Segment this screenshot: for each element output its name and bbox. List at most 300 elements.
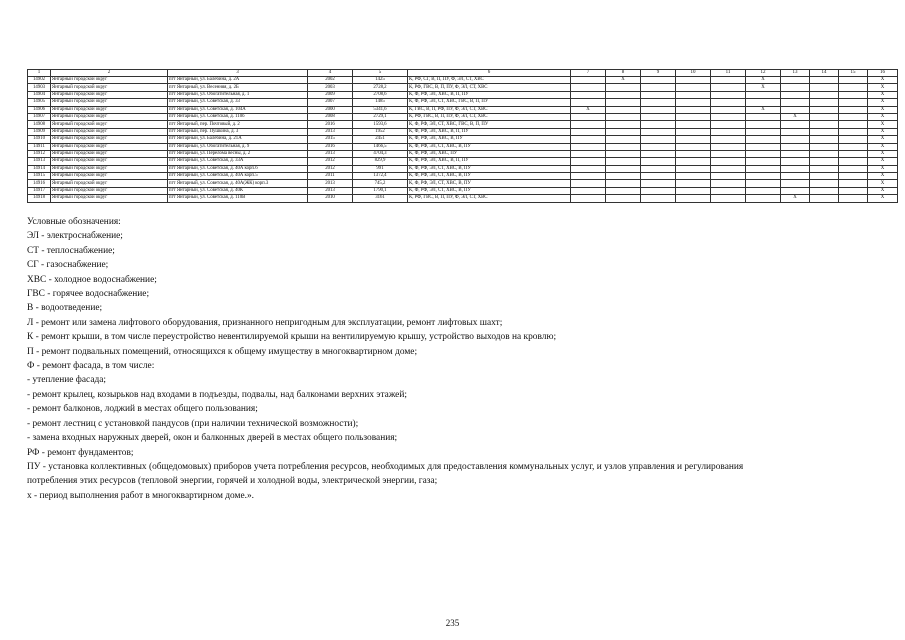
table-cell: К, Ф, РФ, ЭЛ, ХВС, В, ПУ xyxy=(408,136,571,143)
table-cell xyxy=(746,128,781,135)
table-cell: X xyxy=(868,180,898,187)
table-cell xyxy=(810,77,839,84)
table-cell: X xyxy=(868,150,898,157)
table-cell: К, Ф, РФ, ЭЛ, СТ, ХВС, В, ПУ xyxy=(408,180,571,187)
table-cell xyxy=(711,136,746,143)
table-cell xyxy=(711,128,746,135)
table-cell: К, Ф, РФ, ЭЛ, СТ, ХВС, В, ПУ xyxy=(408,187,571,194)
table-cell xyxy=(839,150,868,157)
table-cell xyxy=(606,113,641,120)
column-number-3: 3 xyxy=(168,70,308,77)
table-cell xyxy=(781,77,810,84)
table-cell xyxy=(781,128,810,135)
table-cell: X xyxy=(868,128,898,135)
table-cell xyxy=(746,121,781,128)
table-cell xyxy=(676,150,711,157)
legend-line: П - ремонт подвальных помещений, относящихся к общему имуществу в многоквартирном доме; xyxy=(27,346,418,357)
table-cell: пгт Янтарный, ул. Советская, д. 110б xyxy=(168,113,308,120)
table-cell xyxy=(676,180,711,187)
table-cell xyxy=(571,113,606,120)
table-cell xyxy=(839,121,868,128)
table-cell xyxy=(676,106,711,113)
table-cell: К, РФ, ГВС, В, П, ПУ, Ф, ЭЛ, СТ, ХВС xyxy=(408,195,571,202)
column-number-2: 2 xyxy=(51,70,168,77)
table-cell xyxy=(839,77,868,84)
table-cell xyxy=(606,143,641,150)
table-cell xyxy=(711,187,746,194)
table-cell: Янтарный городской округ xyxy=(51,143,168,150)
table-cell xyxy=(711,173,746,180)
table-cell: К, РФ, СГ, В, П, ПУ, Ф, ЭЛ, СТ, ХВС xyxy=(408,77,571,84)
table-cell: К, ГВС, В, П, РФ, ПУ, Ф, ЭЛ, СТ, ХВС xyxy=(408,106,571,113)
table-header-row xyxy=(28,70,898,77)
table-cell xyxy=(676,165,711,172)
table-row xyxy=(28,136,898,143)
table-cell: пгт Янтарный, ул. Советская, д. 40А корп.6 xyxy=(168,165,308,172)
table-cell xyxy=(810,121,839,128)
legend-line: - утепление фасада; xyxy=(27,375,107,386)
table-cell xyxy=(641,128,676,135)
table-cell xyxy=(641,187,676,194)
table-cell xyxy=(839,173,868,180)
legend xyxy=(27,215,887,503)
table-cell xyxy=(606,150,641,157)
table-cell xyxy=(676,187,711,194)
table-cell: X xyxy=(868,158,898,165)
table-cell: 2000 xyxy=(308,106,353,113)
table-cell xyxy=(810,84,839,91)
table-cell: пгт Янтарный, пер. Почтовый, д. 2 xyxy=(168,121,308,128)
table-cell xyxy=(781,173,810,180)
table-cell xyxy=(810,173,839,180)
table-cell xyxy=(641,77,676,84)
legend-line: потребления этих ресурсов (тепловой энергии, горячей и холодной воды, электрической энергии, газа; xyxy=(27,476,438,487)
table-cell: 14915 xyxy=(28,173,51,180)
table-cell: X xyxy=(868,187,898,194)
table-cell xyxy=(676,143,711,150)
table-cell xyxy=(810,150,839,157)
table-cell: 2013 xyxy=(308,128,353,135)
legend-line: ГВС - горячее водоснабжение; xyxy=(27,289,150,300)
table-cell: X xyxy=(571,106,606,113)
table-cell: К, Ф, РФ, ЭЛ, ХВС, В, П, ПУ xyxy=(408,128,571,135)
table-cell: 2708,6 xyxy=(353,91,408,98)
table-cell: 1952 xyxy=(353,128,408,135)
table-cell xyxy=(746,136,781,143)
table-cell xyxy=(641,91,676,98)
table-cell: К, Ф, РФ, ЭЛ, СТ, ХВС, В, ПУ xyxy=(408,173,571,180)
table-cell: 4704,3 xyxy=(353,150,408,157)
table-cell xyxy=(571,150,606,157)
table-cell xyxy=(711,113,746,120)
table-cell: К, Ф, РФ, ЭЛ, ХВС, ПУ xyxy=(408,150,571,157)
table-cell xyxy=(781,187,810,194)
table-cell: пгт Янтарный, ул. Советская, д. 40А корп.5 xyxy=(168,173,308,180)
table-cell xyxy=(676,195,711,202)
table-cell: 14918 xyxy=(28,195,51,202)
table-cell: 14917 xyxy=(28,187,51,194)
table-cell: 1485 xyxy=(353,99,408,106)
column-number-12: 12 xyxy=(746,70,781,77)
table-cell: Янтарный городской округ xyxy=(51,187,168,194)
table-cell: К, РФ, ГВС, В, П, ПУ, Ф, ЭЛ, СТ, ХВС xyxy=(408,84,571,91)
table-cell xyxy=(606,195,641,202)
table-cell: пгт Янтарный, ул. Советская, д. 40А(ЖК) корп.3 xyxy=(168,180,308,187)
table-cell xyxy=(781,158,810,165)
page-number: 235 xyxy=(445,618,460,628)
table-cell: 14911 xyxy=(28,143,51,150)
table-cell xyxy=(571,173,606,180)
table-cell xyxy=(781,121,810,128)
table-cell: 2011 xyxy=(308,173,353,180)
column-number-5: 5 xyxy=(353,70,408,77)
table-cell xyxy=(641,150,676,157)
table-cell: К, Ф, РФ, ЭЛ, СТ, ХВС, В, ПУ xyxy=(408,143,571,150)
table-cell xyxy=(810,180,839,187)
table-cell xyxy=(641,113,676,120)
table-cell: 14902 xyxy=(28,77,51,84)
table-cell: X xyxy=(868,195,898,202)
table-cell xyxy=(676,99,711,106)
table-row xyxy=(28,106,898,113)
table-cell xyxy=(571,165,606,172)
table-cell xyxy=(746,91,781,98)
table-cell: X xyxy=(868,165,898,172)
table-cell xyxy=(676,173,711,180)
table-cell xyxy=(746,187,781,194)
table-cell xyxy=(839,158,868,165)
table-cell: 2016 xyxy=(308,143,353,150)
table-cell: Янтарный городской округ xyxy=(51,180,168,187)
table-cell xyxy=(839,180,868,187)
table-cell xyxy=(641,173,676,180)
column-number-1: 1 xyxy=(28,70,51,77)
table-cell: 2729,1 xyxy=(353,113,408,120)
table-cell xyxy=(571,84,606,91)
table-cell xyxy=(676,77,711,84)
legend-line: Ф - ремонт фасада, в том числе: xyxy=(27,361,155,372)
table-cell xyxy=(606,84,641,91)
table-cell: Янтарный городской округ xyxy=(51,113,168,120)
table-cell: Янтарный городской округ xyxy=(51,150,168,157)
table-cell xyxy=(641,136,676,143)
table-cell xyxy=(781,150,810,157)
table-cell xyxy=(810,165,839,172)
table-cell: Янтарный городской округ xyxy=(51,121,168,128)
column-number-4: 4 xyxy=(308,70,353,77)
table-cell xyxy=(571,99,606,106)
table-cell: пгт Янтарный, ул. Балебина, д. 21А xyxy=(168,136,308,143)
table-cell xyxy=(746,180,781,187)
table-cell xyxy=(839,195,868,202)
legend-line: - ремонт крылец, козырьков над входами в подъезды, подвалы, над балконами верхних этажей; xyxy=(27,389,407,400)
table-row xyxy=(28,128,898,135)
table-cell xyxy=(641,121,676,128)
table-cell: X xyxy=(746,106,781,113)
table-cell: Янтарный городской округ xyxy=(51,136,168,143)
work-schedule-table xyxy=(27,69,898,203)
table-cell xyxy=(606,187,641,194)
column-number-14: 14 xyxy=(810,70,839,77)
table-row xyxy=(28,84,898,91)
table-cell: пгт Янтарный, ул. Советская, д. 33 xyxy=(168,99,308,106)
table-cell: 14910 xyxy=(28,136,51,143)
table-cell xyxy=(676,113,711,120)
legend-line: СТ - теплоснабжение; xyxy=(27,245,115,256)
table-cell: Янтарный городской округ xyxy=(51,84,168,91)
legend-line: РФ - ремонт фундаментов; xyxy=(27,447,134,458)
table-cell: X xyxy=(868,143,898,150)
legend-line: - замена входных наружных дверей, окон и балконных дверей в местах общего пользования; xyxy=(27,433,398,444)
table-cell: 14912 xyxy=(28,150,51,157)
table-cell xyxy=(606,99,641,106)
table-cell: 2002 xyxy=(308,77,353,84)
table-cell: 14907 xyxy=(28,113,51,120)
legend-line: К - ремонт крыши, в том числе переустройство невентилируемой крыши на вентилируемую крышу, устройство выходов на кровлю; xyxy=(27,332,557,343)
table-cell: 14906 xyxy=(28,106,51,113)
column-number-11: 11 xyxy=(711,70,746,77)
table-cell xyxy=(839,128,868,135)
table-cell: К, Ф, РФ, ЭЛ, ХВС, В, П, ПУ xyxy=(408,91,571,98)
table-cell xyxy=(711,195,746,202)
table-cell xyxy=(711,121,746,128)
table-cell xyxy=(571,180,606,187)
table-cell: 2003 xyxy=(308,84,353,91)
table-cell xyxy=(746,99,781,106)
table-cell: X xyxy=(868,99,898,106)
table-row xyxy=(28,195,898,202)
table-cell: 14905 xyxy=(28,99,51,106)
table-cell: X xyxy=(868,113,898,120)
table-cell: 2012 xyxy=(308,165,353,172)
table-cell xyxy=(641,106,676,113)
table-row xyxy=(28,158,898,165)
column-number-15: 15 xyxy=(839,70,868,77)
table-cell xyxy=(839,187,868,194)
table-cell: X xyxy=(868,136,898,143)
table-cell xyxy=(810,195,839,202)
table-cell xyxy=(676,136,711,143)
table-cell xyxy=(810,91,839,98)
table-cell xyxy=(839,143,868,150)
table-cell: пгт Янтарный, пер. Пушкина, д. 3 xyxy=(168,128,308,135)
table-cell xyxy=(810,187,839,194)
table-cell: 14909 xyxy=(28,128,51,135)
table-cell xyxy=(839,91,868,98)
table-cell xyxy=(606,173,641,180)
table-cell xyxy=(839,136,868,143)
table-row xyxy=(28,91,898,98)
table-cell: 5341,6 xyxy=(353,106,408,113)
table-cell: 2007 xyxy=(308,99,353,106)
table-cell xyxy=(676,128,711,135)
legend-line: СГ - газоснабжение; xyxy=(27,260,109,271)
table-cell: 3161 xyxy=(353,195,408,202)
table-cell xyxy=(606,180,641,187)
table-row xyxy=(28,165,898,172)
table-cell xyxy=(606,165,641,172)
table-cell: Янтарный городской округ xyxy=(51,173,168,180)
table-cell: 1425 xyxy=(353,77,408,84)
legend-line: ХВС - холодное водоснабжение; xyxy=(27,274,157,285)
table-cell xyxy=(781,91,810,98)
table-cell xyxy=(810,136,839,143)
table-cell xyxy=(571,91,606,98)
table-cell xyxy=(810,99,839,106)
table-cell xyxy=(839,84,868,91)
table-cell xyxy=(571,195,606,202)
table-cell xyxy=(810,158,839,165)
table-cell: 14913 xyxy=(28,158,51,165)
table-row xyxy=(28,150,898,157)
table-cell: X xyxy=(868,84,898,91)
table-cell: 14914 xyxy=(28,165,51,172)
table-cell: пгт Янтарный, ул. Советская, д. 104А xyxy=(168,106,308,113)
table-cell xyxy=(711,106,746,113)
table-cell: 14908 xyxy=(28,121,51,128)
table-cell xyxy=(711,158,746,165)
table-cell: 2009 xyxy=(308,91,353,98)
table-cell: К, Ф, РФ, ЭЛ, СТ, ХВС, ГВС, В, П, ПУ xyxy=(408,121,571,128)
legend-title: Условные обозначения: xyxy=(27,217,121,227)
table-cell: Янтарный городской округ xyxy=(51,195,168,202)
table-cell: пгт Янтарный, ул. Перелома весны, д. 2 xyxy=(168,150,308,157)
column-number-6: 6 xyxy=(408,70,571,77)
table-cell xyxy=(781,106,810,113)
table-cell: пгт Янтарный, ул. Обогатительная, д. 9 xyxy=(168,143,308,150)
table-cell xyxy=(606,136,641,143)
table-cell xyxy=(746,143,781,150)
table-cell: 2013 xyxy=(308,187,353,194)
table-cell: 2013 xyxy=(308,180,353,187)
table-cell xyxy=(571,143,606,150)
table-cell: 14904 xyxy=(28,91,51,98)
table-cell: 1593,6 xyxy=(353,121,408,128)
legend-line: - ремонт балконов, лоджий в местах общего пользования; xyxy=(27,404,258,415)
table-cell: X xyxy=(746,77,781,84)
table-cell xyxy=(641,180,676,187)
table-cell xyxy=(839,99,868,106)
table-cell xyxy=(781,143,810,150)
legend-line: В - водоотведение; xyxy=(27,303,103,314)
table-cell xyxy=(641,99,676,106)
table-cell xyxy=(746,195,781,202)
table-cell: 991 xyxy=(353,165,408,172)
table-row xyxy=(28,187,898,194)
table-row xyxy=(28,77,898,84)
table-cell xyxy=(641,195,676,202)
table-cell: Янтарный городской округ xyxy=(51,165,168,172)
table-cell: 829,9 xyxy=(353,158,408,165)
table-cell xyxy=(746,173,781,180)
table-cell xyxy=(746,113,781,120)
table-cell: 1466,5 xyxy=(353,143,408,150)
table-cell: 14903 xyxy=(28,84,51,91)
table-cell xyxy=(781,99,810,106)
table-cell xyxy=(711,165,746,172)
table-cell: 1372,4 xyxy=(353,173,408,180)
table-cell: пгт Янтарный, ул. Советская, д. 40К xyxy=(168,187,308,194)
table-cell: X xyxy=(781,195,810,202)
table-cell: пгт Янтарный, ул. Весенняя, д. 2Б xyxy=(168,84,308,91)
table-row xyxy=(28,121,898,128)
table-cell xyxy=(781,165,810,172)
table-row xyxy=(28,143,898,150)
table-cell: 745,2 xyxy=(353,180,408,187)
table-cell xyxy=(711,143,746,150)
table-row xyxy=(28,173,898,180)
table-cell: 2010 xyxy=(308,195,353,202)
table-cell xyxy=(711,91,746,98)
table-cell xyxy=(641,84,676,91)
table-cell: X xyxy=(868,91,898,98)
table-cell xyxy=(676,158,711,165)
table-cell: Янтарный городской округ xyxy=(51,106,168,113)
table-cell: пгт Янтарный, ул. Советская, д. 33А xyxy=(168,158,308,165)
legend-line: Л - ремонт или замена лифтового оборудования, признанного непригодным для эксплуатации, ремонт лифтовых шахт; xyxy=(27,317,503,328)
table-cell xyxy=(571,128,606,135)
column-number-16: 16 xyxy=(868,70,898,77)
table-row xyxy=(28,180,898,187)
column-number-7: 7 xyxy=(571,70,606,77)
table-cell: X xyxy=(868,173,898,180)
table-cell: X xyxy=(606,77,641,84)
table-cell xyxy=(810,106,839,113)
legend-line: ЭЛ - электроснабжение; xyxy=(27,231,123,242)
table-cell: X xyxy=(868,77,898,84)
table-cell: 2016 xyxy=(308,121,353,128)
table-cell xyxy=(839,165,868,172)
table-cell: 2008 xyxy=(308,113,353,120)
table-cell: 2013 xyxy=(308,150,353,157)
table-cell: Янтарный городской округ xyxy=(51,128,168,135)
table-cell xyxy=(571,136,606,143)
table-cell xyxy=(711,84,746,91)
table-row xyxy=(28,99,898,106)
table-row xyxy=(28,113,898,120)
table-cell xyxy=(711,99,746,106)
table-cell: 2015 xyxy=(308,136,353,143)
table-cell xyxy=(810,113,839,120)
legend-line: х - период выполнения работ в многоквартирном доме.». xyxy=(27,490,255,501)
table-cell xyxy=(711,180,746,187)
table-cell xyxy=(839,106,868,113)
table-cell: X xyxy=(746,84,781,91)
table-cell xyxy=(746,158,781,165)
table-cell: Янтарный городской округ xyxy=(51,99,168,106)
table-cell xyxy=(606,91,641,98)
table-cell xyxy=(606,106,641,113)
column-number-10: 10 xyxy=(676,70,711,77)
table-cell: X xyxy=(868,106,898,113)
table-cell xyxy=(641,143,676,150)
table-cell xyxy=(711,77,746,84)
table-cell: 1790,1 xyxy=(353,187,408,194)
table-cell: 2012 xyxy=(308,158,353,165)
table-cell: 2728,2 xyxy=(353,84,408,91)
legend-line: - ремонт лестниц с установкой пандусов (при наличии технической возможности); xyxy=(27,418,359,429)
column-number-13: 13 xyxy=(781,70,810,77)
table-cell xyxy=(606,121,641,128)
table-cell: X xyxy=(781,113,810,120)
column-number-9: 9 xyxy=(641,70,676,77)
table-cell xyxy=(781,180,810,187)
table-cell xyxy=(711,150,746,157)
table-cell: Янтарный городской округ xyxy=(51,91,168,98)
table-cell xyxy=(810,143,839,150)
table-cell: Янтарный городской округ xyxy=(51,77,168,84)
table-cell xyxy=(746,150,781,157)
